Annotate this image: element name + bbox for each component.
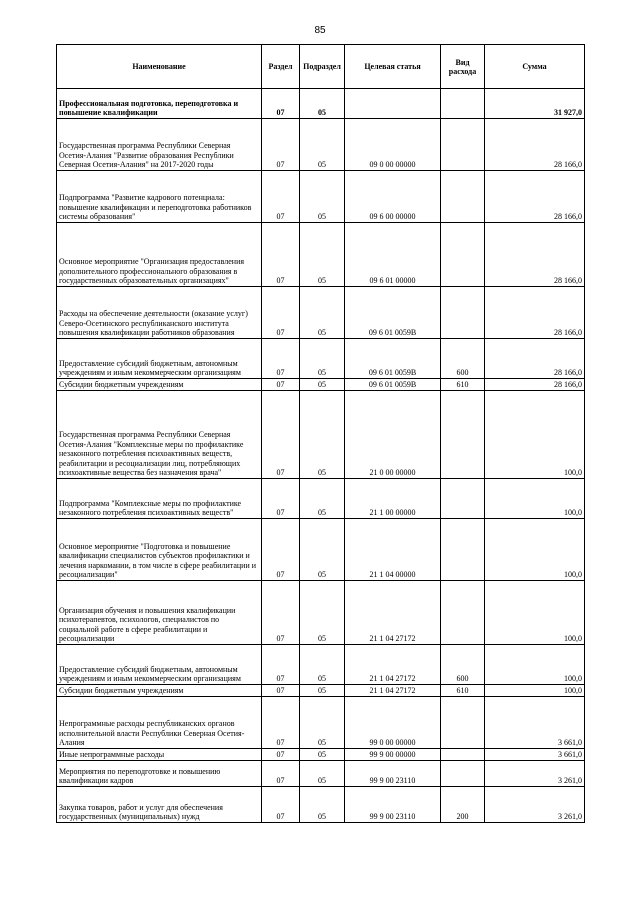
- cell-podrazdel: 05: [300, 223, 345, 287]
- cell-summa: 31 927,0: [485, 89, 585, 119]
- cell-podrazdel: 05: [300, 761, 345, 787]
- cell-vid: [441, 89, 485, 119]
- header-name: Наименование: [57, 45, 262, 89]
- cell-name: Расходы на обеспечение деятельности (оказание услуг) Северо-Осетинского республиканского института повышения квалификации работников образования: [57, 287, 262, 339]
- cell-vid: 600: [441, 645, 485, 685]
- cell-celevaya: 21 1 04 27172: [345, 581, 441, 645]
- cell-podrazdel: 05: [300, 479, 345, 519]
- table-row: [57, 391, 585, 479]
- cell-name: Профессиональная подготовка, переподготовка и повышение квалификации: [57, 89, 262, 119]
- header-summa: Сумма: [485, 45, 585, 89]
- cell-podrazdel: 05: [300, 645, 345, 685]
- cell-razdel: 07: [262, 223, 300, 287]
- cell-razdel: 07: [262, 89, 300, 119]
- cell-celevaya: 09 6 01 0059В: [345, 287, 441, 339]
- cell-summa: 100,0: [485, 581, 585, 645]
- cell-name: Государственная программа Республики Северная Осетия-Алания "Развитие образования Республики Северная Осетия-Алания" на 2017-2020 годы: [57, 119, 262, 171]
- cell-celevaya: 21 1 04 27172: [345, 645, 441, 685]
- cell-celevaya: [345, 89, 441, 119]
- cell-summa: 28 166,0: [485, 287, 585, 339]
- cell-razdel: 07: [262, 119, 300, 171]
- cell-summa: 3 261,0: [485, 761, 585, 787]
- cell-razdel: 07: [262, 749, 300, 761]
- cell-vid: [441, 581, 485, 645]
- cell-podrazdel: 05: [300, 697, 345, 749]
- cell-summa: 28 166,0: [485, 119, 585, 171]
- table-row: [57, 171, 585, 223]
- table-row: [57, 519, 585, 581]
- table-row: [57, 787, 585, 823]
- cell-podrazdel: 05: [300, 787, 345, 823]
- cell-name: Предоставление субсидий бюджетным, автономным учреждениям и иным некоммерческим организациям: [57, 339, 262, 379]
- cell-vid: 600: [441, 339, 485, 379]
- cell-name: Подпрограмма "Комплексные меры по профилактике незаконного потребления психоактивных веществ": [57, 479, 262, 519]
- cell-celevaya: 09 6 00 00000: [345, 171, 441, 223]
- cell-celevaya: 09 6 01 0059В: [345, 339, 441, 379]
- cell-celevaya: 99 9 00 23110: [345, 787, 441, 823]
- cell-name: Организация обучения и повышения квалификации психотерапевтов, психологов, специалистов по социальной работе в сфере реабилитации и ресоциализации: [57, 581, 262, 645]
- cell-podrazdel: 05: [300, 339, 345, 379]
- table-row: [57, 749, 585, 761]
- cell-summa: 28 166,0: [485, 379, 585, 391]
- cell-vid: [441, 391, 485, 479]
- cell-celevaya: 09 6 01 00000: [345, 223, 441, 287]
- cell-vid: [441, 761, 485, 787]
- table-row: [57, 479, 585, 519]
- cell-vid: 610: [441, 379, 485, 391]
- cell-summa: 28 166,0: [485, 339, 585, 379]
- cell-vid: 200: [441, 787, 485, 823]
- cell-vid: 610: [441, 685, 485, 697]
- cell-summa: 100,0: [485, 645, 585, 685]
- cell-podrazdel: 05: [300, 89, 345, 119]
- cell-name: Государственная программа Республики Северная Осетия-Алания "Комплексные меры по профилактике незаконного потребления психоактивных веществ, реабилитации и ресоциализации лиц, потребляющих психоактивные вещества без назначения врача": [57, 391, 262, 479]
- cell-podrazdel: 05: [300, 379, 345, 391]
- cell-razdel: 07: [262, 581, 300, 645]
- cell-vid: [441, 479, 485, 519]
- cell-summa: 3 661,0: [485, 749, 585, 761]
- cell-celevaya: 21 1 00 00000: [345, 479, 441, 519]
- cell-celevaya: 99 9 00 23110: [345, 761, 441, 787]
- cell-razdel: 07: [262, 761, 300, 787]
- cell-celevaya: 21 0 00 00000: [345, 391, 441, 479]
- cell-podrazdel: 05: [300, 581, 345, 645]
- cell-celevaya: 21 1 04 27172: [345, 685, 441, 697]
- cell-name: Мероприятия по переподготовке и повышению квалификации кадров: [57, 761, 262, 787]
- header-podrazdel: Подраздел: [300, 45, 345, 89]
- cell-razdel: 07: [262, 685, 300, 697]
- cell-name: Основное мероприятие "Подготовка и повышение квалификации специалистов субъектов профилактики и лечения наркомании, в том числе в сфере реабилитации и ресоциализации": [57, 519, 262, 581]
- cell-celevaya: 09 0 00 00000: [345, 119, 441, 171]
- cell-celevaya: 99 9 00 00000: [345, 749, 441, 761]
- cell-podrazdel: 05: [300, 171, 345, 223]
- cell-celevaya: 21 1 04 00000: [345, 519, 441, 581]
- table-row: [57, 581, 585, 645]
- cell-name: Основное мероприятие "Организация предоставления дополнительного профессионального образования в государственных образовательных организациях": [57, 223, 262, 287]
- cell-summa: 100,0: [485, 685, 585, 697]
- table-row: [57, 379, 585, 391]
- cell-vid: [441, 519, 485, 581]
- cell-name: Закупка товаров, работ и услуг для обеспечения государственных (муниципальных) нужд: [57, 787, 262, 823]
- cell-summa: 100,0: [485, 479, 585, 519]
- table-row: [57, 287, 585, 339]
- cell-razdel: 07: [262, 787, 300, 823]
- cell-celevaya: 99 0 00 00000: [345, 697, 441, 749]
- cell-razdel: 07: [262, 697, 300, 749]
- cell-podrazdel: 05: [300, 749, 345, 761]
- cell-vid: [441, 223, 485, 287]
- cell-vid: [441, 119, 485, 171]
- page-number: 85: [314, 25, 326, 36]
- cell-summa: 3 661,0: [485, 697, 585, 749]
- cell-razdel: 07: [262, 391, 300, 479]
- cell-celevaya: 09 6 01 0059В: [345, 379, 441, 391]
- header-razdel: Раздел: [262, 45, 300, 89]
- cell-podrazdel: 05: [300, 685, 345, 697]
- cell-vid: [441, 697, 485, 749]
- cell-summa: 100,0: [485, 519, 585, 581]
- cell-razdel: 07: [262, 645, 300, 685]
- header-vid: Вид расхода: [441, 45, 485, 89]
- cell-vid: [441, 171, 485, 223]
- cell-podrazdel: 05: [300, 391, 345, 479]
- table-row: [57, 223, 585, 287]
- cell-name: Иные непрограммные расходы: [57, 749, 262, 761]
- table-row: [57, 119, 585, 171]
- table-row: [57, 697, 585, 749]
- cell-name: Подпрограмма "Развитие кадрового потенциала: повышение квалификации и переподготовка работников системы образования": [57, 171, 262, 223]
- cell-summa: 28 166,0: [485, 171, 585, 223]
- table-row: [57, 89, 585, 119]
- cell-razdel: 07: [262, 519, 300, 581]
- table-row: [57, 339, 585, 379]
- budget-table: [56, 44, 585, 823]
- table-row: [57, 645, 585, 685]
- cell-summa: 3 261,0: [485, 787, 585, 823]
- table-row: [57, 685, 585, 697]
- table-row: [57, 761, 585, 787]
- cell-name: Субсидии бюджетным учреждениям: [57, 379, 262, 391]
- cell-podrazdel: 05: [300, 519, 345, 581]
- cell-podrazdel: 05: [300, 119, 345, 171]
- cell-razdel: 07: [262, 287, 300, 339]
- header-row: [57, 45, 585, 89]
- cell-razdel: 07: [262, 339, 300, 379]
- cell-summa: 100,0: [485, 391, 585, 479]
- cell-name: Предоставление субсидий бюджетным, автономным учреждениям и иным некоммерческим организациям: [57, 645, 262, 685]
- cell-name: Субсидии бюджетным учреждениям: [57, 685, 262, 697]
- cell-vid: [441, 287, 485, 339]
- cell-razdel: 07: [262, 171, 300, 223]
- cell-summa: 28 166,0: [485, 223, 585, 287]
- cell-vid: [441, 749, 485, 761]
- cell-name: Непрограммные расходы республиканских органов исполнительной власти Республики Северная Осетия-Алания: [57, 697, 262, 749]
- cell-podrazdel: 05: [300, 287, 345, 339]
- cell-razdel: 07: [262, 479, 300, 519]
- cell-razdel: 07: [262, 379, 300, 391]
- header-celevaya: Целевая статья: [345, 45, 441, 89]
